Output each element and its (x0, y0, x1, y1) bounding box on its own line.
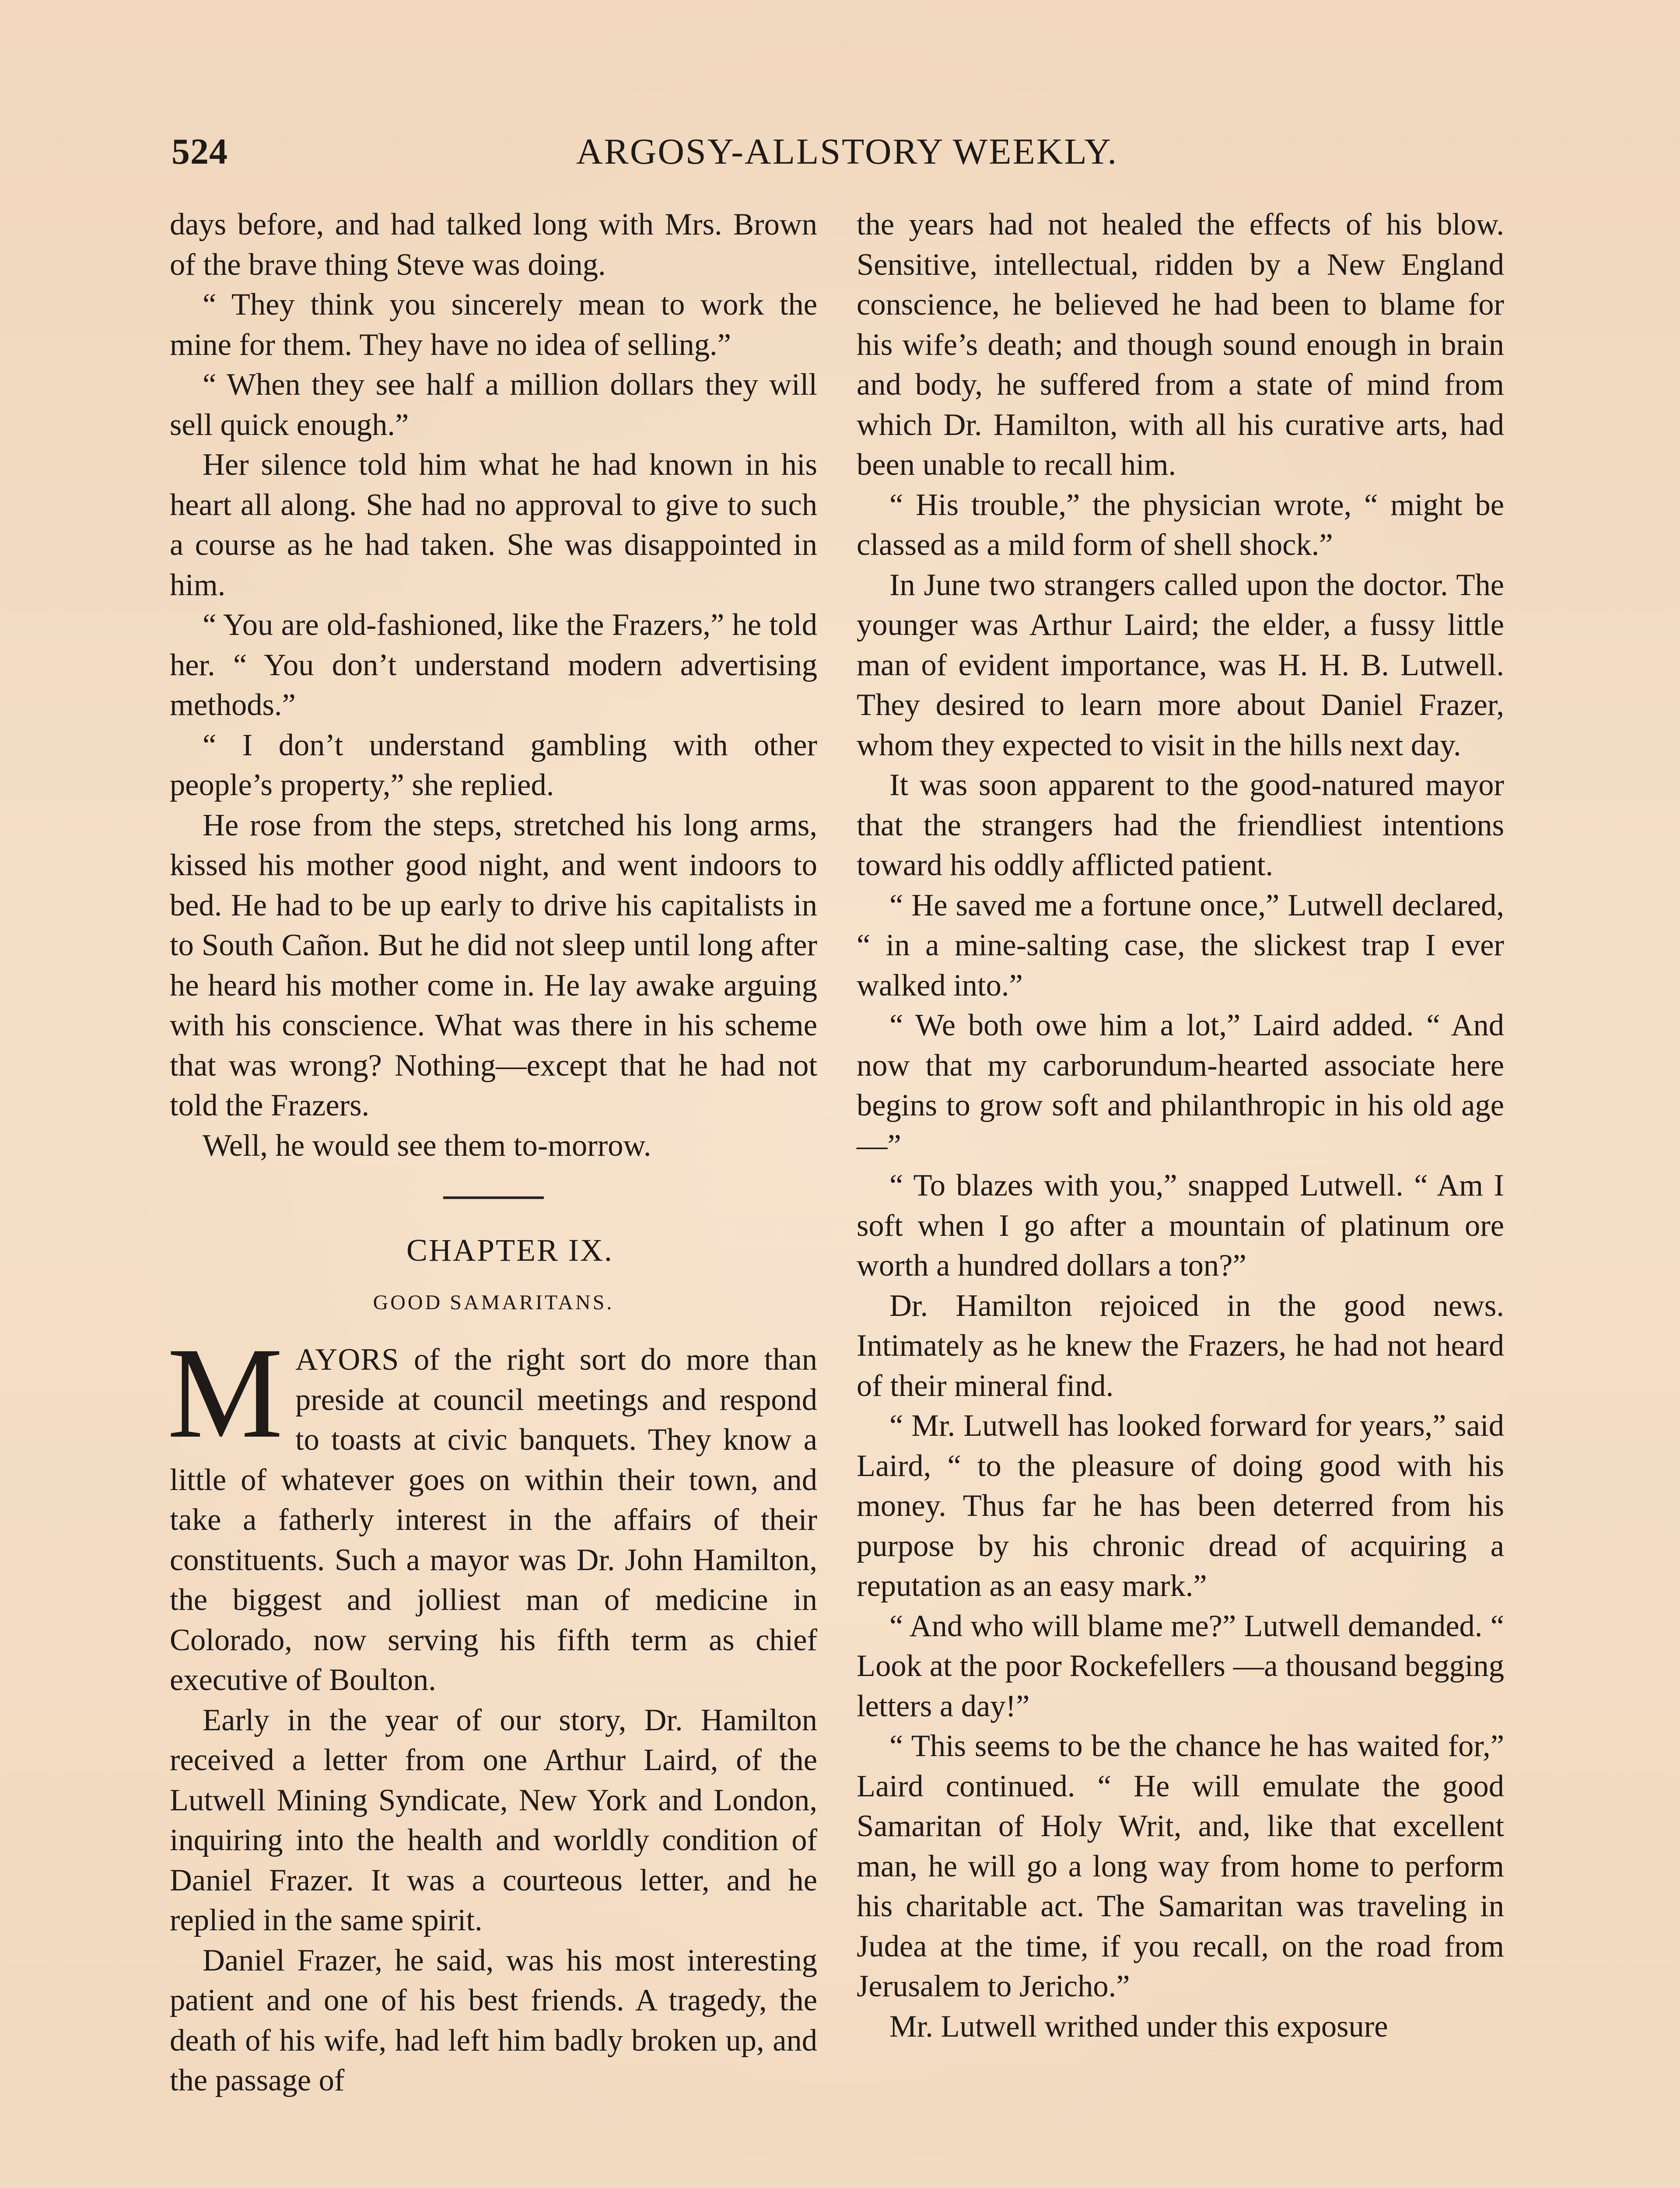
paragraph: He rose from the steps, stretched his long arms, kissed his mother good night, and went indoors to bed. He had to be up early to drive his capitalists in to South Cañon. But he did not sleep until long after he heard his mother come in. He lay awake arguing with his conscience. What was there in his scheme that was wrong? Nothing—except that he had not told the Frazers. (170, 808, 817, 1122)
paragraph: Dr. Hamilton rejoiced in the good news. Intimately as he knew the Frazers, he had not heard of their mineral find. (857, 1288, 1504, 1403)
page-header (172, 130, 1523, 183)
left-column-paragraphs (170, 205, 817, 1166)
paragraph: “ This seems to be the chance he has waited for,” Laird continued. “ He will emulate the good Samaritan of Holy Writ, and, like that excellent man, he will go a long way from home to perform his charitable act. The Samaritan was traveling in Judea at the time, if you recall, on the road from Jerusalem to Jericho.” (857, 1729, 1504, 2003)
left-column-paragraphs-after-opening (170, 1701, 817, 2101)
paragraph: “ He saved me a fortune once,” Lutwell declared, “ in a mine-salting case, the slickest trap I ever walked into.” (857, 888, 1504, 1003)
paragraph: In June two strangers called upon the doctor. The younger was Arthur Laird; the elder, a fussy little man of evident importance, was H. H. B. Lutwell. They desired to learn more about Daniel Frazer, whom they expected to visit in the hills next day. (857, 568, 1504, 762)
paragraph: “ When they see half a million dollars they will sell quick enough.” (170, 368, 817, 442)
paragraph: the years had not healed the effects of his blow. Sensitive, intellectual, ridden by a New England conscience, he believed he had been to blame for his wife’s death; and though sound enough in brain and body, he suffered from a state of mind from which Dr. Hamilton, with all his curative arts, had been unable to recall him. (857, 207, 1504, 482)
right-column-paragraphs (857, 205, 1504, 2047)
paragraph: Her silence told him what he had known in his heart all along. She had no approval to give to such a course as he had taken. She was disappointed in him. (170, 448, 817, 602)
section-divider (443, 1196, 544, 1199)
drop-cap: M (167, 1321, 283, 1465)
paragraph: days before, and had talked long with Mrs. Brown of the brave thing Steve was doing. (170, 207, 817, 282)
opening-text: of the right sort do more than preside at council meetings and respond to toasts at civic banquets. They know a little of whatever goes on within their town, and take a fatherly interest in the affairs of their constituents. Such a mayor was Dr. John Hamilton, the biggest and jolliest man of medicine in Colorado, now serving his fifth term as chief executive of Boulton. (170, 1343, 817, 1697)
paragraph: Early in the year of our story, Dr. Hamilton received a letter from one Arthur Laird, of the Lutwell Mining Syndicate, New York and London, inquiring into the health and worldly condition of Daniel Frazer. It was a courteous letter, and he replied in the same spirit. (170, 1703, 817, 1937)
chapter-opening-paragraph (167, 1321, 817, 1701)
page-number: 524 (172, 131, 228, 172)
running-title: ARGOSY-ALLSTORY WEEKLY. (576, 131, 1118, 172)
chapter-subtitle: GOOD SAMARITANS. (373, 1291, 614, 1314)
paragraph: “ You are old-fashioned, like the Frazers,” he told her. “ You don’t understand modern advertising methods.” (170, 608, 817, 722)
paragraph: “ I don’t understand gambling with other people’s property,” she replied. (170, 728, 817, 802)
paragraph: “ His trouble,” the physician wrote, “ might be classed as a mild form of shell shock.” (857, 487, 1504, 562)
paragraph: Daniel Frazer, he said, was his most interesting patient and one of his best friends. A tragedy, the death of his wife, had left him badly broken up, and the passage of (170, 1943, 817, 2097)
paragraph: “ We both owe him a lot,” Laird added. “ And now that my carborundum-hearted associate here begins to grow soft and philanthropic in his old age—” (857, 1008, 1504, 1163)
left-column (167, 205, 817, 2101)
paragraph: “ Mr. Lutwell has looked forward for years,” said Laird, “ to the pleasure of doing good with his money. Thus far he has been deterred from his purpose by his chronic dread of acquiring a reputation as an easy mark.” (857, 1409, 1504, 1603)
paragraph: “ To blazes with you,” snapped Lutwell. “ Am I soft when I go after a mountain of platinum ore worth a hundred dollars a ton?” (857, 1168, 1504, 1283)
chapter-heading: CHAPTER IX. (406, 1233, 613, 1268)
paragraph: Mr. Lutwell writhed under this exposure (889, 2009, 1388, 2044)
right-column (857, 205, 1504, 2047)
opening-lead-word: AYORS (295, 1343, 399, 1377)
paragraph: Well, he would see them to-morrow. (203, 1128, 651, 1163)
paragraph: “ They think you sincerely mean to work the mine for them. They have no idea of selling.” (170, 288, 817, 362)
paragraph: “ And who will blame me?” Lutwell demanded. “ Look at the poor Rockefellers —a thousand begging letters a day!” (857, 1609, 1504, 1723)
paragraph: It was soon apparent to the good-natured mayor that the strangers had the friendliest intentions toward his oddly afflicted patient. (857, 768, 1504, 882)
